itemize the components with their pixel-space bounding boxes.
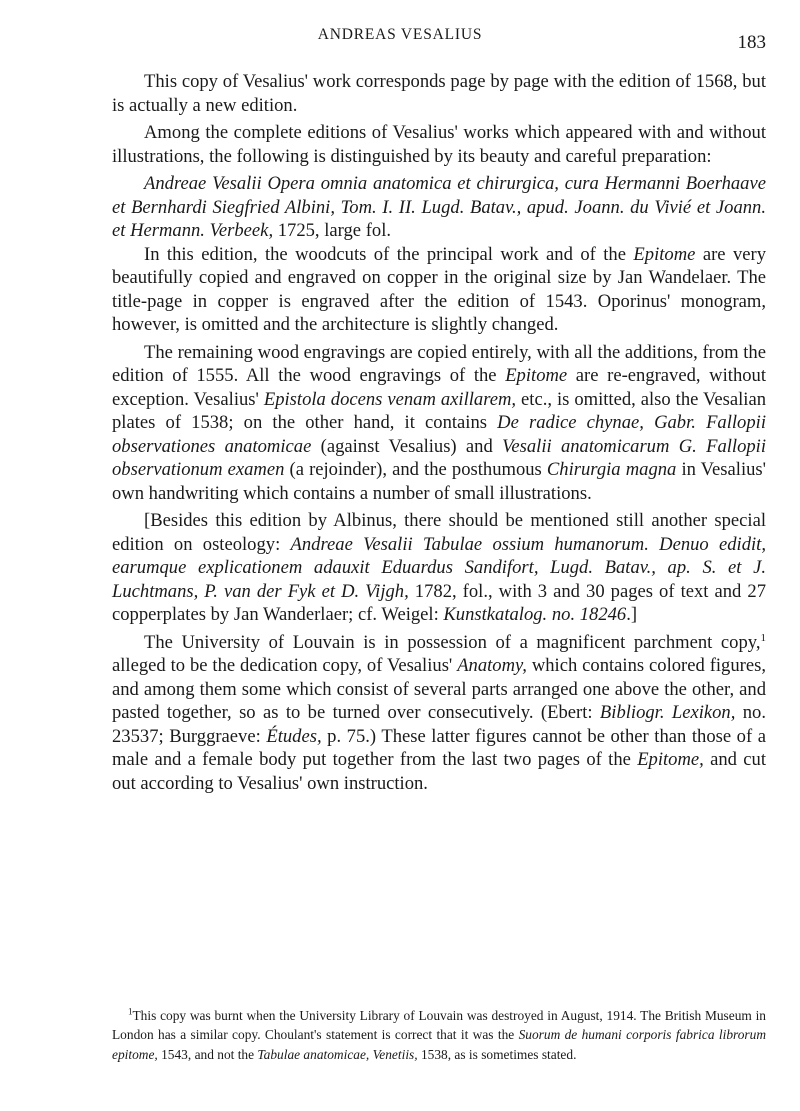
body-text <box>112 70 766 795</box>
paragraph-1: This copy of Vesalius' work corresponds page by page with the edition of 1568, but is actually a new edition. <box>112 71 766 116</box>
footnote-text-e: 1538, as is sometimes stated. <box>417 1046 577 1062</box>
p4-text-g: (against Vesalius) and <box>311 435 503 457</box>
p6-bibliogr-lexikon: Bibliogr. Lexikon, <box>599 702 736 723</box>
p5-text-a: [Besides this edition by Albinus, there should be mentioned still another special edition on osteology: <box>112 510 766 555</box>
p6-text-h: p. 75.) These latter figures cannot be other than those of a male and a female body put together from the last two pages of the <box>112 725 766 770</box>
p4-text-a: The remaining wood engravings are copied entirely, with all the additions, from the edition of 1555. All the wood engravings of the <box>112 341 766 386</box>
footnote-text-a: This copy was burnt when the University Library of Louvain was destroyed in August, 1914. The British Museum in London has a similar copy. Choulant's statement is correct that it was the <box>112 1008 766 1043</box>
paragraph-5 <box>112 509 766 627</box>
footnote-tabulae-title: Tabulae anatomicae, Venetiis, <box>257 1046 418 1062</box>
paragraph-3 <box>112 243 766 337</box>
p3-epitome: Epitome <box>633 243 696 265</box>
p5-text-c: 1782, fol., with 3 and 30 pages of text and 27 copperplates by Jan Wanderlaer; cf. Weigel: <box>112 580 766 625</box>
footnote-mark: 1 <box>128 1006 133 1017</box>
page-number: 183 <box>737 32 766 53</box>
p6-text-d: which contains colored figures, and among them some which consist of several parts arranged one above the other, and pasted together, so as to be turned over consecutively. (Ebert: <box>112 655 766 723</box>
p4-chirurgia-magna: Chirurgia magna <box>546 459 677 480</box>
citation-title: Andreae Vesalii Opera omnia anatomica et chirurgica, cura Hermanni Boerhaave et Bernhardi Siegfried Albini, Tom. I. II. Lugd. Batav., apud. Joann. du Vivié et Joann. et Hermann. Verbeek, <box>112 173 766 241</box>
p6-text-a: The University of Louvain is in possession of a magnificent parchment copy, <box>144 631 761 653</box>
citation-tail: 1725, large fol. <box>273 220 392 241</box>
footnote-epitome-title: Suorum de humani corporis fabrica librorum epitome, <box>112 1027 767 1062</box>
page-header <box>0 18 800 52</box>
paragraph-2: Among the complete editions of Vesalius' works which appeared with and without illustrations, the following is distinguished by its beauty and careful preparation: <box>112 122 766 167</box>
p3-text-a: In this edition, the woodcuts of the principal work and of the <box>144 243 634 265</box>
paragraph-6 <box>112 631 766 796</box>
p4-text-c: are re-engraved, without exception. Vesalius' <box>112 365 766 410</box>
p5-kunstkatalog: Kunstkatalog. no. 18246 <box>443 604 627 625</box>
p6-text-b: alleged to be the dedication copy, of Vesalius' <box>112 655 458 676</box>
p6-anatomy: Anatomy, <box>457 655 527 676</box>
p4-text-k: in Vesalius' own handwriting which contains a number of small illustrations. <box>112 459 767 504</box>
p6-text-j: and cut out according to Vesalius' own instruction. <box>112 749 767 794</box>
p6-etudes: Études, <box>266 725 322 747</box>
p6-text-f: no. 23537; Burggraeve: <box>112 702 766 747</box>
p5-tabulae-ossium: Andreae Vesalii Tabulae ossium humanorum. Denuo edidit, earumque explicationem adauxit Eduardus Sandifort, Lugd. Batav., ap. S. et J. Luchtmans, P. van der Fyk et D. Vijgh, <box>112 533 766 602</box>
p4-vesalii-examen: Vesalii anatomicarum G. Fallopii observationum examen <box>112 435 766 480</box>
citation-paragraph <box>112 172 766 243</box>
p4-de-radice: De radice chynae, Gabr. Fallopii observationes anatomicae <box>112 412 766 457</box>
p4-text-i: (a rejoinder), and the posthumous <box>284 459 547 480</box>
paragraph-4 <box>112 341 766 506</box>
p6-epitome: Epitome, <box>637 749 704 770</box>
footnote-1 <box>112 1006 766 1064</box>
p4-epistola: Epistola docens venam axillarem, <box>263 388 517 410</box>
p4-epitome: Epitome <box>505 365 568 386</box>
footnote-text-c: 1543, and not the <box>157 1046 258 1062</box>
footnote-reference: 1 <box>760 631 766 644</box>
footnotes <box>112 1006 766 1064</box>
running-head: ANDREAS VESALIUS <box>317 26 483 43</box>
p3-text-c: are very beautifully copied and engraved on copper in the original size by Jan Wandelaer. The title-page in copper is engraved after the edition of 1543. Oporinus' monogram, however, is omitted and the architecture is slightly changed. <box>112 243 766 335</box>
p4-text-e: etc., is omitted, also the Vesalian plates of 1538; on the other hand, it contains <box>112 388 766 433</box>
p5-text-e: .] <box>626 604 638 625</box>
